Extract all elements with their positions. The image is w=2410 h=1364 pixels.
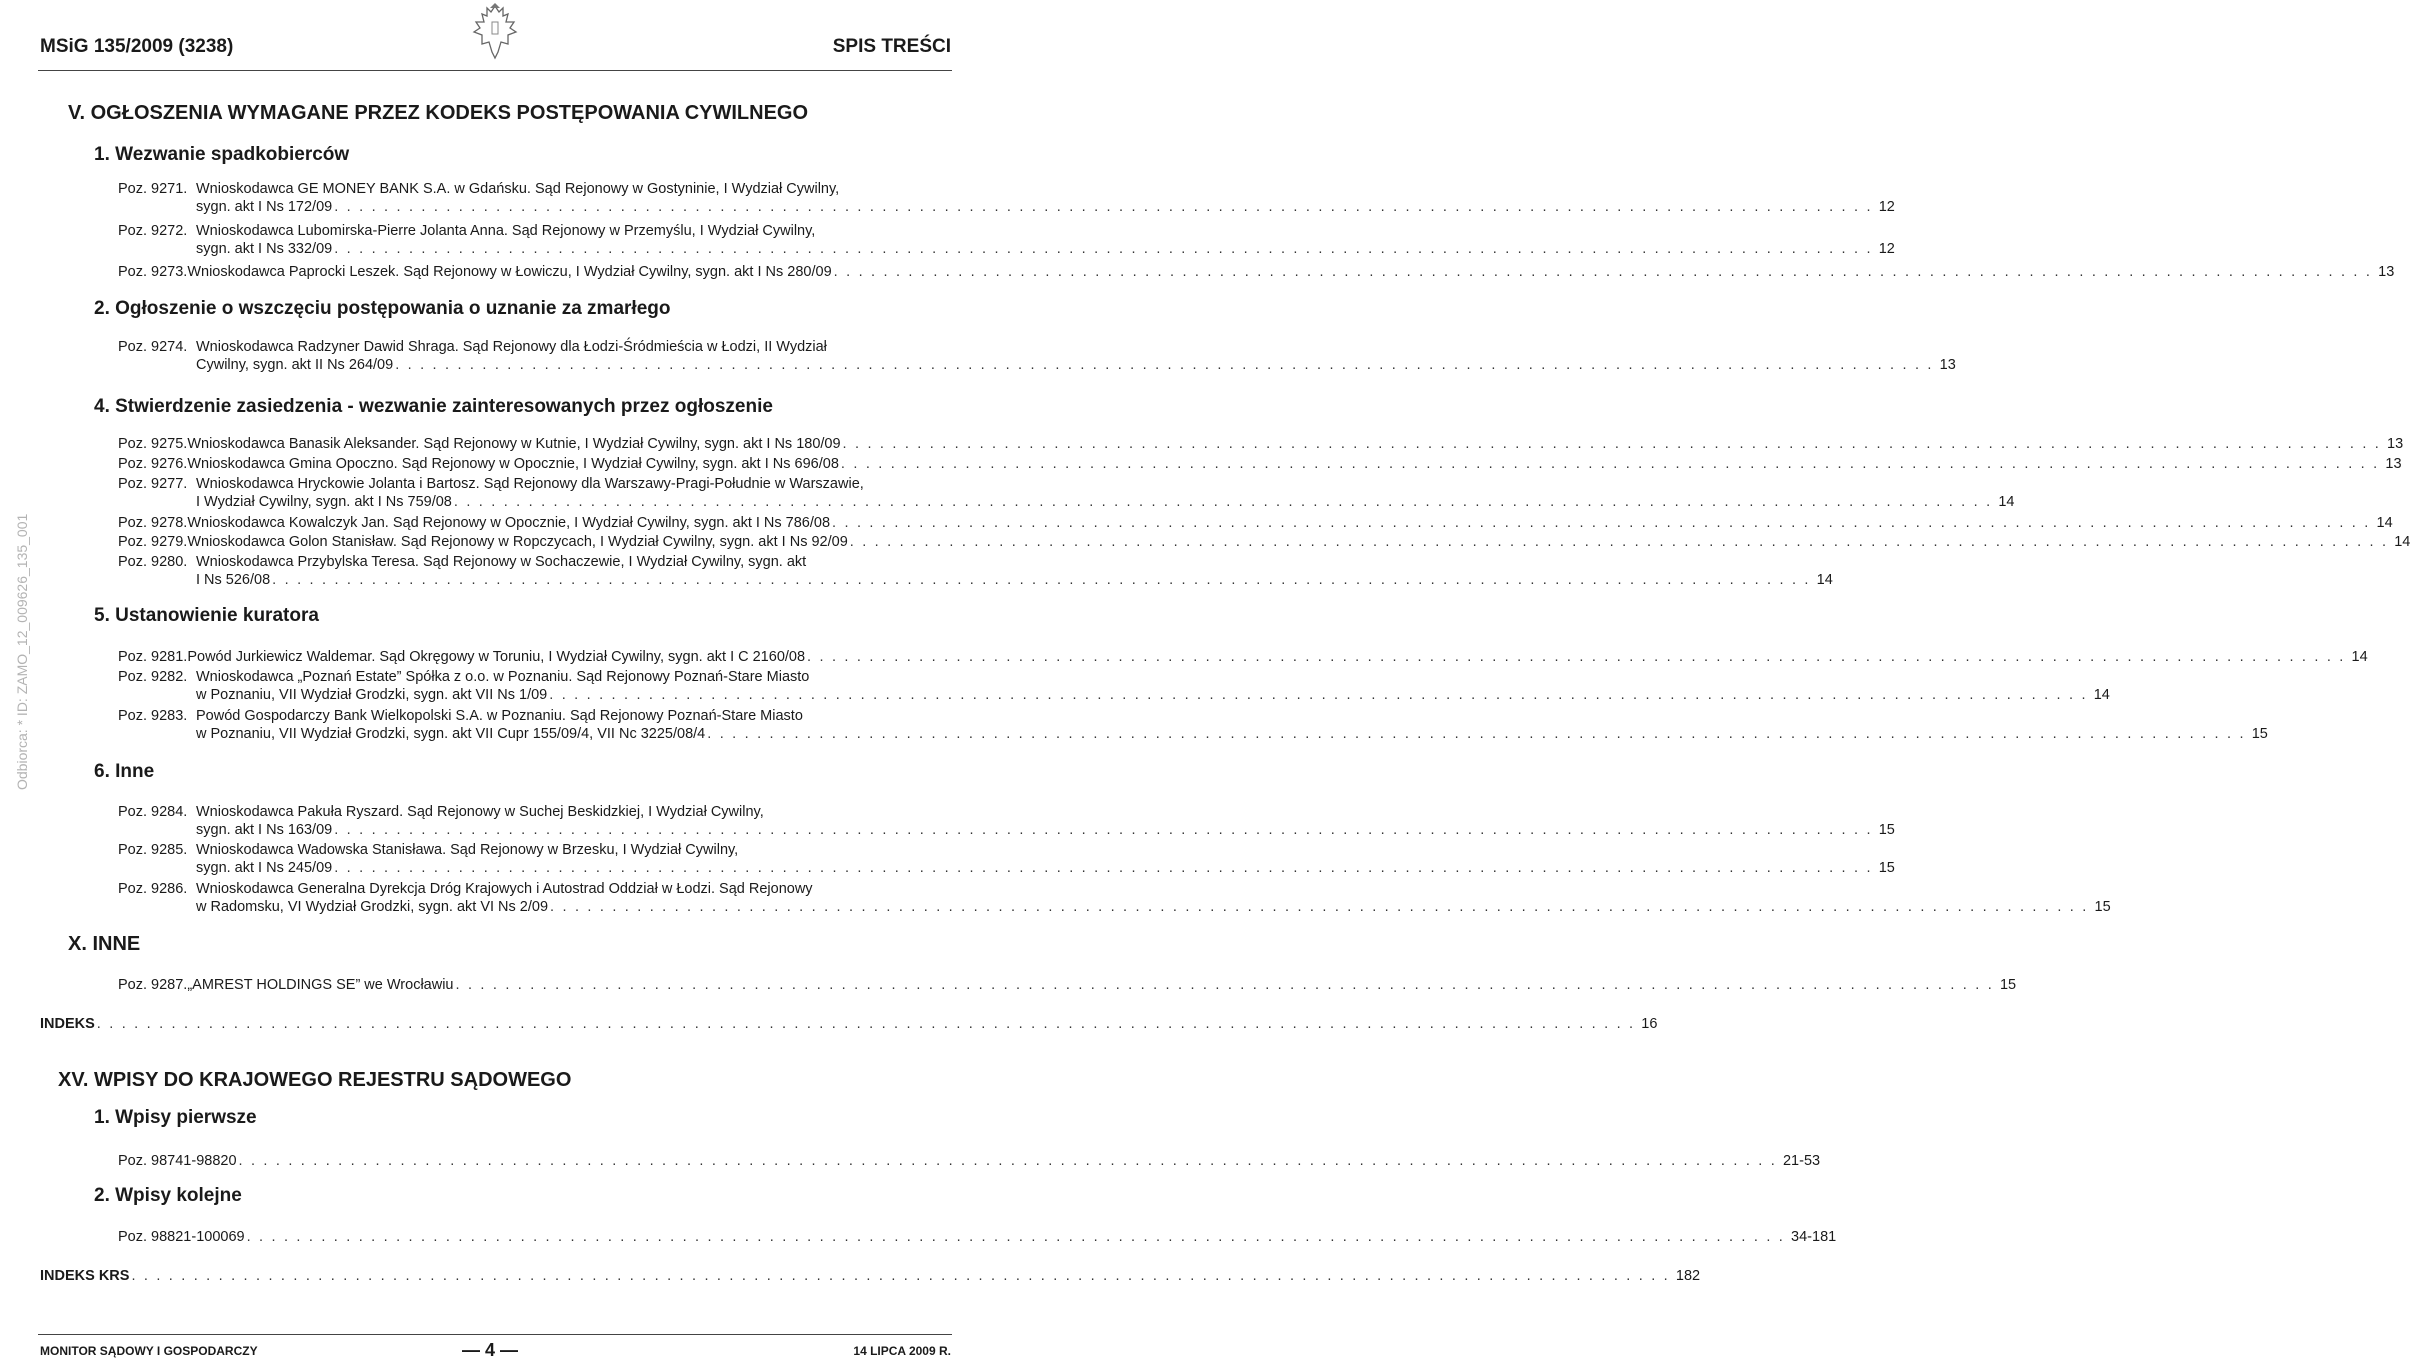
toc-entry-krs-1[interactable]: Poz. 98741-98820 . . . . . . . . . . . . . . . . . . . . . . . . . . . . . . . . . . . . . . . . . . . . . . . . . . . . . . . . . . . . . . . . . . . . . . . . . . . . . . . . . . . . . . . . . . . . . . . . . . . . . . . . . . . . . . . . . . . . . . . . . . . . 21-53 bbox=[118, 1153, 1821, 1169]
toc-entry-9276[interactable]: Poz. 9276. Wnioskodawca Gmina Opoczno. Sąd Rejonowy w Opocznie, I Wydział Cywilny, sygn. akt I Ns 696/08 . . . . . . . . . . . . . . . . . . . . . . . . . . . . . . . . . . . . . . . . . . . . . . . . . . . . . . . . . . . . . . . . . . . . . . . . . . . . . . . . . . . . . . . . . . . . . . . . . . . . . . . . . . . . . . . . . . . . . . . . . . . . 13 bbox=[118, 456, 2402, 472]
toc-entry-9275[interactable]: Poz. 9275. Wnioskodawca Banasik Aleksander. Sąd Rejonowy w Kutnie, I Wydział Cywilny, sygn. akt I Ns 180/09 . . . . . . . . . . . . . . . . . . . . . . . . . . . . . . . . . . . . . . . . . . . . . . . . . . . . . . . . . . . . . . . . . . . . . . . . . . . . . . . . . . . . . . . . . . . . . . . . . . . . . . . . . . . . . . . . . . . . . . . . . . . . 13 bbox=[118, 436, 2404, 452]
page-number: — 4 — bbox=[462, 1340, 519, 1360]
subsection-xv2-title: 2. Wpisy kolejne bbox=[94, 1185, 242, 1206]
toc-entry-9274[interactable]: Poz. 9274. Wnioskodawca Radzyner Dawid Shraga. Sąd Rejonowy dla Łodzi-Śródmieścia w Łodzi, II Wydział Cywilny, sygn. akt II Ns 264/09 . . . . . . . . . . . . . . . . . . . . . . . . . . . . . . . . . . . . . . . . . . . . . . . . . . . . . . . . . . . . . . . . . . . . . . . . . . . . . . . . . . . . . . . . . . . . . . . . . . . . . . . . . . . . . . . . . . . . . . . . . . . . 13 bbox=[118, 339, 1956, 373]
eagle-emblem-icon bbox=[470, 2, 520, 60]
toc-entry-9278[interactable]: Poz. 9278. Wnioskodawca Kowalczyk Jan. Sąd Rejonowy w Opocznie, I Wydział Cywilny, sygn. akt I Ns 786/08 . . . . . . . . . . . . . . . . . . . . . . . . . . . . . . . . . . . . . . . . . . . . . . . . . . . . . . . . . . . . . . . . . . . . . . . . . . . . . . . . . . . . . . . . . . . . . . . . . . . . . . . . . . . . . . . . . . . . . . . . . . . . 14 bbox=[118, 515, 2393, 531]
toc-entry-9287[interactable]: Poz. 9287. „AMREST HOLDINGS SE” we Wrocławiu . . . . . . . . . . . . . . . . . . . . . . . . . . . . . . . . . . . . . . . . . . . . . . . . . . . . . . . . . . . . . . . . . . . . . . . . . . . . . . . . . . . . . . . . . . . . . . . . . . . . . . . . . . . . . . . . . . . . . . . . . . . . 15 bbox=[118, 977, 2017, 993]
subsection-v5-title: 5. Ustanowienie kuratora bbox=[94, 605, 319, 626]
header-divider bbox=[38, 70, 952, 71]
section-v-title: V. OGŁOSZENIA WYMAGANE PRZEZ KODEKS POSTĘPOWANIA CYWILNEGO bbox=[68, 102, 809, 124]
subsection-v2-title: 2. Ogłoszenie o wszczęciu postępowania o uznanie za zmarłego bbox=[94, 298, 671, 319]
subsection-xv1-title: 1. Wpisy pierwsze bbox=[94, 1107, 257, 1128]
subsection-v1-title: 1. Wezwanie spadkobierców bbox=[94, 144, 350, 165]
toc-entry-9279[interactable]: Poz. 9279. Wnioskodawca Golon Stanisław. Sąd Rejonowy w Ropczycach, I Wydział Cywilny, sygn. akt I Ns 92/09 . . . . . . . . . . . . . . . . . . . . . . . . . . . . . . . . . . . . . . . . . . . . . . . . . . . . . . . . . . . . . . . . . . . . . . . . . . . . . . . . . . . . . . . . . . . . . . . . . . . . . . . . . . . . . . . . . . . . . . . . . . . . 14 bbox=[118, 534, 2410, 550]
toc-entry-9281[interactable]: Poz. 9281. Powód Jurkiewicz Waldemar. Sąd Okręgowy w Toruniu, I Wydział Cywilny, sygn. akt I C 2160/08 . . . . . . . . . . . . . . . . . . . . . . . . . . . . . . . . . . . . . . . . . . . . . . . . . . . . . . . . . . . . . . . . . . . . . . . . . . . . . . . . . . . . . . . . . . . . . . . . . . . . . . . . . . . . . . . . . . . . . . . . . . . . 14 bbox=[118, 649, 2368, 665]
toc-entry-9277[interactable]: Poz. 9277. Wnioskodawca Hryckowie Jolanta i Bartosz. Sąd Rejonowy dla Warszawy-Pragi-Południe w Warszawie, I Wydział Cywilny, sygn. akt I Ns 759/08 . . . . . . . . . . . . . . . . . . . . . . . . . . . . . . . . . . . . . . . . . . . . . . . . . . . . . . . . . . . . . . . . . . . . . . . . . . . . . . . . . . . . . . . . . . . . . . . . . . . . . . . . . . . . . . . . . . . . . . . . . . . . 14 bbox=[118, 476, 2015, 510]
toc-entry-9271[interactable]: Poz. 9271. Wnioskodawca GE MONEY BANK S.A. w Gdańsku. Sąd Rejonowy w Gostyninie, I Wydział Cywilny, sygn. akt I Ns 172/09 . . . . . . . . . . . . . . . . . . . . . . . . . . . . . . . . . . . . . . . . . . . . . . . . . . . . . . . . . . . . . . . . . . . . . . . . . . . . . . . . . . . . . . . . . . . . . . . . . . . . . . . . . . . . . . . . . . . . . . . . . . . . 12 bbox=[118, 181, 1895, 215]
toc-entry-9280[interactable]: Poz. 9280. Wnioskodawca Przybylska Teresa. Sąd Rejonowy w Sochaczewie, I Wydział Cywilny, sygn. akt I Ns 526/08 . . . . . . . . . . . . . . . . . . . . . . . . . . . . . . . . . . . . . . . . . . . . . . . . . . . . . . . . . . . . . . . . . . . . . . . . . . . . . . . . . . . . . . . . . . . . . . . . . . . . . . . . . . . . . . . . . . . . . . . . . . . . 14 bbox=[118, 554, 1833, 588]
toc-entry-indeks-krs[interactable]: INDEKS KRS . . . . . . . . . . . . . . . . . . . . . . . . . . . . . . . . . . . . . . . . . . . . . . . . . . . . . . . . . . . . . . . . . . . . . . . . . . . . . . . . . . . . . . . . . . . . . . . . . . . . . . . . . . . . . . . . . . . . . . . . . . . . 182 bbox=[40, 1268, 1701, 1284]
toc-entry-9283[interactable]: Poz. 9283. Powód Gospodarczy Bank Wielkopolski S.A. w Poznaniu. Sąd Rejonowy Poznań-Stare Miasto w Poznaniu, VII Wydział Grodzki, sygn. akt VII Cupr 155/09/4, VII Nc 3225/08/4 . . . . . . . . . . . . . . . . . . . . . . . . . . . . . . . . . . . . . . . . . . . . . . . . . . . . . . . . . . . . . . . . . . . . . . . . . . . . . . . . . . . . . . . . . . . . . . . . . . . . . . . . . . . . . . . . . . . . . . . . . . . . 15 bbox=[118, 708, 2268, 742]
section-x-title: X. INNE bbox=[68, 933, 141, 955]
section-xv-title: XV. WPISY DO KRAJOWEGO REJESTRU SĄDOWEGO bbox=[58, 1069, 572, 1091]
toc-entry-9285[interactable]: Poz. 9285. Wnioskodawca Wadowska Stanisława. Sąd Rejonowy w Brzesku, I Wydział Cywilny, sygn. akt I Ns 245/09 . . . . . . . . . . . . . . . . . . . . . . . . . . . . . . . . . . . . . . . . . . . . . . . . . . . . . . . . . . . . . . . . . . . . . . . . . . . . . . . . . . . . . . . . . . . . . . . . . . . . . . . . . . . . . . . . . . . . . . . . . . . . 15 bbox=[118, 842, 1895, 876]
toc-entry-9286[interactable]: Poz. 9286. Wnioskodawca Generalna Dyrekcja Dróg Krajowych i Autostrad Oddział w Łodzi. Sąd Rejonowy w Radomsku, VI Wydział Grodzki, sygn. akt VI Ns 2/09 . . . . . . . . . . . . . . . . . . . . . . . . . . . . . . . . . . . . . . . . . . . . . . . . . . . . . . . . . . . . . . . . . . . . . . . . . . . . . . . . . . . . . . . . . . . . . . . . . . . . . . . . . . . . . . . . . . . . . . . . . . . . 15 bbox=[118, 881, 2111, 915]
footer-journal-name: MONITOR SĄDOWY I GOSPODARCZY bbox=[40, 1344, 258, 1358]
toc-entry-indeks[interactable]: INDEKS . . . . . . . . . . . . . . . . . . . . . . . . . . . . . . . . . . . . . . . . . . . . . . . . . . . . . . . . . . . . . . . . . . . . . . . . . . . . . . . . . . . . . . . . . . . . . . . . . . . . . . . . . . . . . . . . . . . . . . . . . . . . 16 bbox=[40, 1016, 1658, 1032]
toc-entry-9284[interactable]: Poz. 9284. Wnioskodawca Pakuła Ryszard. Sąd Rejonowy w Suchej Beskidzkiej, I Wydział Cywilny, sygn. akt I Ns 163/09 . . . . . . . . . . . . . . . . . . . . . . . . . . . . . . . . . . . . . . . . . . . . . . . . . . . . . . . . . . . . . . . . . . . . . . . . . . . . . . . . . . . . . . . . . . . . . . . . . . . . . . . . . . . . . . . . . . . . . . . . . . . . 15 bbox=[118, 804, 1895, 838]
footer-date: 14 LIPCA 2009 R. bbox=[853, 1344, 951, 1358]
toc-entry-9272[interactable]: Poz. 9272. Wnioskodawca Lubomirska-Pierre Jolanta Anna. Sąd Rejonowy w Przemyślu, I Wydział Cywilny, sygn. akt I Ns 332/09 . . . . . . . . . . . . . . . . . . . . . . . . . . . . . . . . . . . . . . . . . . . . . . . . . . . . . . . . . . . . . . . . . . . . . . . . . . . . . . . . . . . . . . . . . . . . . . . . . . . . . . . . . . . . . . . . . . . . . . . . . . . . 12 bbox=[118, 223, 1895, 257]
toc-entry-9282[interactable]: Poz. 9282. Wnioskodawca „Poznań Estate” Spółka z o.o. w Poznaniu. Sąd Rejonowy Poznań-Stare Miasto w Poznaniu, VII Wydział Grodzki, sygn. akt VII Ns 1/09 . . . . . . . . . . . . . . . . . . . . . . . . . . . . . . . . . . . . . . . . . . . . . . . . . . . . . . . . . . . . . . . . . . . . . . . . . . . . . . . . . . . . . . . . . . . . . . . . . . . . . . . . . . . . . . . . . . . . . . . . . . . . 14 bbox=[118, 669, 2110, 703]
footer-divider bbox=[38, 1334, 952, 1335]
toc-entry-9273[interactable]: Poz. 9273. Wnioskodawca Paprocki Leszek. Sąd Rejonowy w Łowiczu, I Wydział Cywilny, sygn. akt I Ns 280/09 . . . . . . . . . . . . . . . . . . . . . . . . . . . . . . . . . . . . . . . . . . . . . . . . . . . . . . . . . . . . . . . . . . . . . . . . . . . . . . . . . . . . . . . . . . . . . . . . . . . . . . . . . . . . . . . . . . . . . . . . . . . . 13 bbox=[118, 264, 2395, 280]
recipient-watermark: Odbiorca: * ID: ZAMO_12_009626_135_001 bbox=[14, 513, 30, 790]
subsection-v6-title: 6. Inne bbox=[94, 761, 155, 782]
journal-issue: MSiG 135/2009 (3238) bbox=[40, 36, 234, 57]
section-label: SPIS TREŚCI bbox=[832, 36, 951, 57]
subsection-v4-title: 4. Stwierdzenie zasiedzenia - wezwanie zainteresowanych przez ogłoszenie bbox=[94, 396, 773, 417]
toc-entry-krs-2[interactable]: Poz. 98821-100069 . . . . . . . . . . . . . . . . . . . . . . . . . . . . . . . . . . . . . . . . . . . . . . . . . . . . . . . . . . . . . . . . . . . . . . . . . . . . . . . . . . . . . . . . . . . . . . . . . . . . . . . . . . . . . . . . . . . . . . . . . . . . 34-181 bbox=[118, 1229, 1837, 1245]
